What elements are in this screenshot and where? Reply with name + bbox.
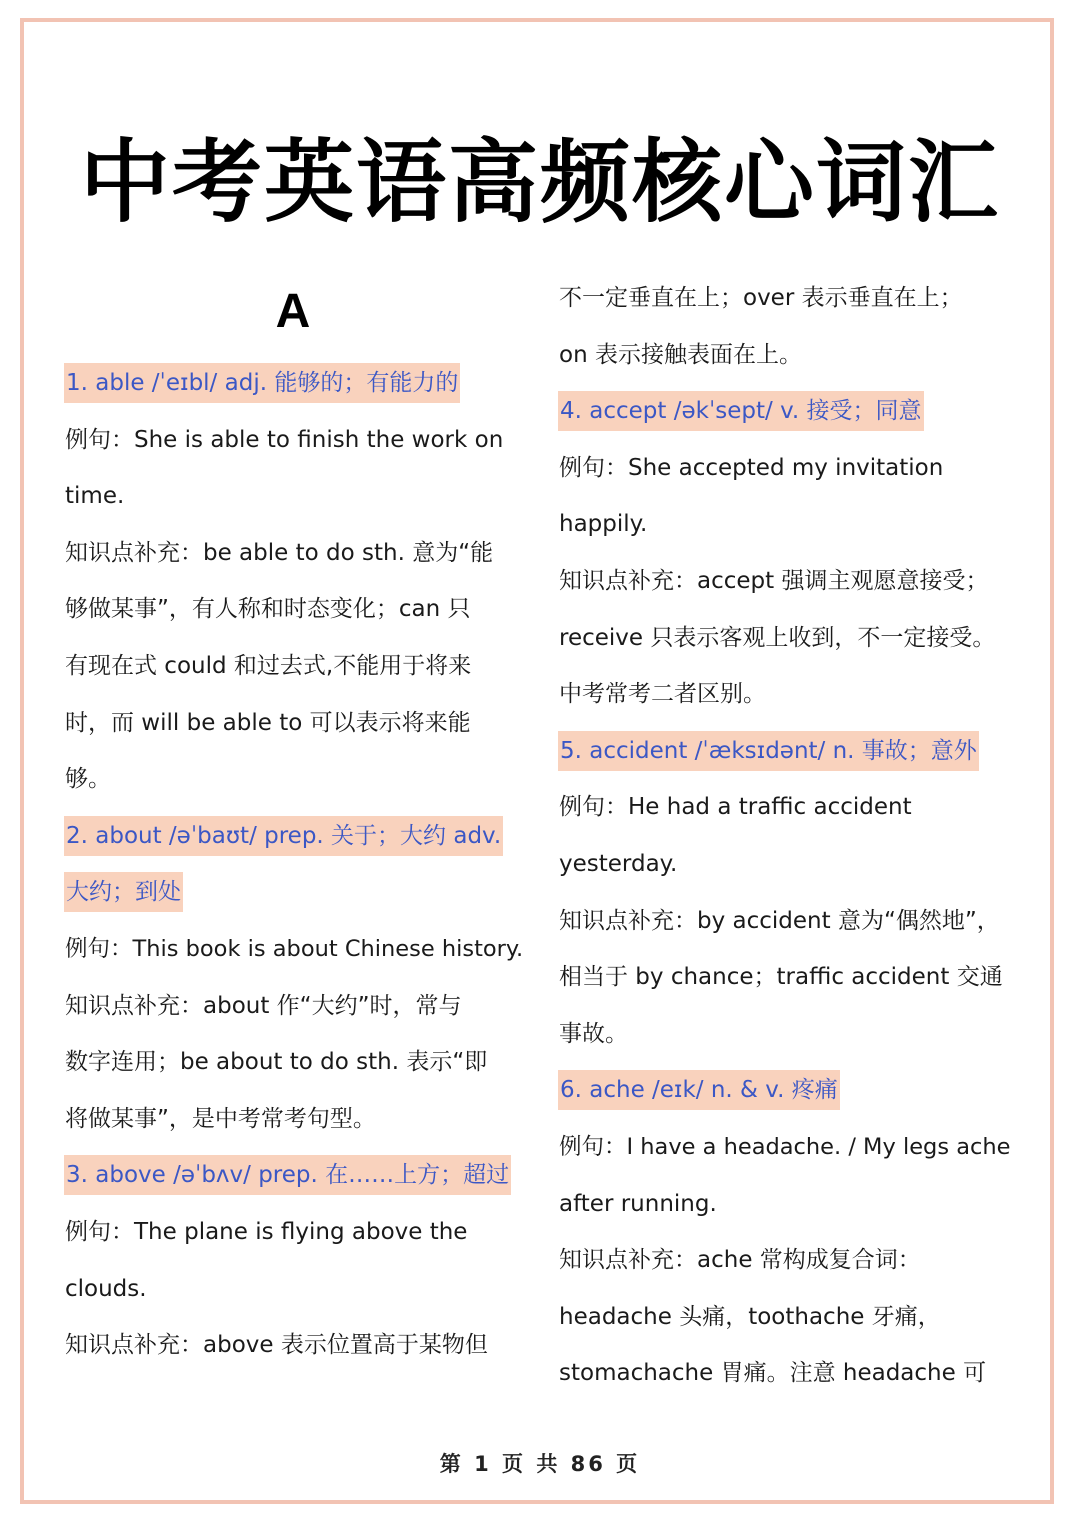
- entry-text-line: receive 只表示客观上收到，不一定接受。: [559, 624, 996, 651]
- entry-text-line: 将做某事”，是中考常考句型。: [65, 1105, 376, 1132]
- entry-text-line: 例句：He had a traffic accident: [559, 794, 912, 821]
- entry-text-line: time.: [65, 483, 125, 510]
- entry-text-line: 时，而 will be able to 可以表示将来能: [65, 709, 471, 736]
- entry-heading: 1. able /ˈeɪbl/ adj. 能够的；有能力的: [64, 363, 460, 403]
- entry-heading: 5. accident /ˈæksɪdənt/ n. 事故；意外: [558, 731, 979, 771]
- entry-text-line: happily.: [559, 511, 648, 538]
- section-letter: A: [275, 285, 311, 338]
- entry-text-line: 知识点补充：by accident 意为“偶然地”，: [559, 907, 1000, 934]
- entry-text-line: 知识点补充：accept 强调主观愿意接受；: [559, 568, 989, 594]
- entry-heading: 3. above /əˈbʌv/ prep. 在……上方；超过: [64, 1155, 511, 1195]
- entry-heading: 2. about /əˈbaʊt/ prep. 关于；大约 adv.: [64, 816, 503, 856]
- entry-text-line: 例句：The plane is flying above the: [65, 1219, 468, 1245]
- entry-text-line: headache 头痛，toothache 牙痛，: [559, 1303, 941, 1330]
- entry-text-line: 有现在式 could 和过去式,不能用于将来: [65, 653, 472, 679]
- entry-text-line: 相当于 by chance；traffic accident 交通: [559, 964, 1003, 991]
- entry-text-line: stomachache 胃痛。注意 headache 可: [559, 1360, 987, 1387]
- entry-text-line: 够。: [65, 766, 111, 793]
- entry-heading: 大约；到处: [64, 872, 183, 912]
- entry-text-line: 事故。: [559, 1020, 628, 1047]
- entry-text-line: after running.: [559, 1190, 717, 1217]
- entry-text-line: 知识点补充：be able to do sth. 意为“能: [65, 539, 494, 566]
- page-title: 中考英语高频核心词汇: [80, 130, 1000, 235]
- entry-text-line: yesterday.: [559, 851, 678, 877]
- entry-text-line: 数字连用；be about to do sth. 表示“即: [65, 1049, 488, 1076]
- entry-text-line: 例句：She accepted my invitation: [559, 454, 944, 481]
- entry-text-line: 知识点补充：above 表示位置高于某物但: [65, 1332, 488, 1359]
- entry-text-line: 例句：She is able to finish the work on: [65, 426, 504, 453]
- entry-text-line: clouds.: [65, 1275, 147, 1302]
- entry-heading: 6. ache /eɪk/ n. & v. 疼痛: [558, 1070, 840, 1110]
- entry-text-line: 知识点补充：about 作“大约”时，常与: [65, 992, 462, 1019]
- entry-text-line: 中考常考二者区别。: [559, 681, 766, 708]
- entry-text-line: 例句：This book is about Chinese history.: [65, 936, 524, 962]
- entry-text-line: 知识点补充：ache 常构成复合词：: [559, 1247, 921, 1274]
- entry-text-line: 够做某事”，有人称和时态变化；can 只: [65, 596, 471, 623]
- page-footer: 第 1 页 共 86 页: [439, 1452, 641, 1476]
- entry-text-line: 例句：I have a headache. / My legs ache: [559, 1134, 1011, 1160]
- entry-text-line: on 表示接触表面在上。: [559, 341, 802, 368]
- entry-text-line: 不一定垂直在上；over 表示垂直在上；: [559, 285, 963, 311]
- entry-heading: 4. accept /əkˈsept/ v. 接受；同意: [558, 391, 924, 431]
